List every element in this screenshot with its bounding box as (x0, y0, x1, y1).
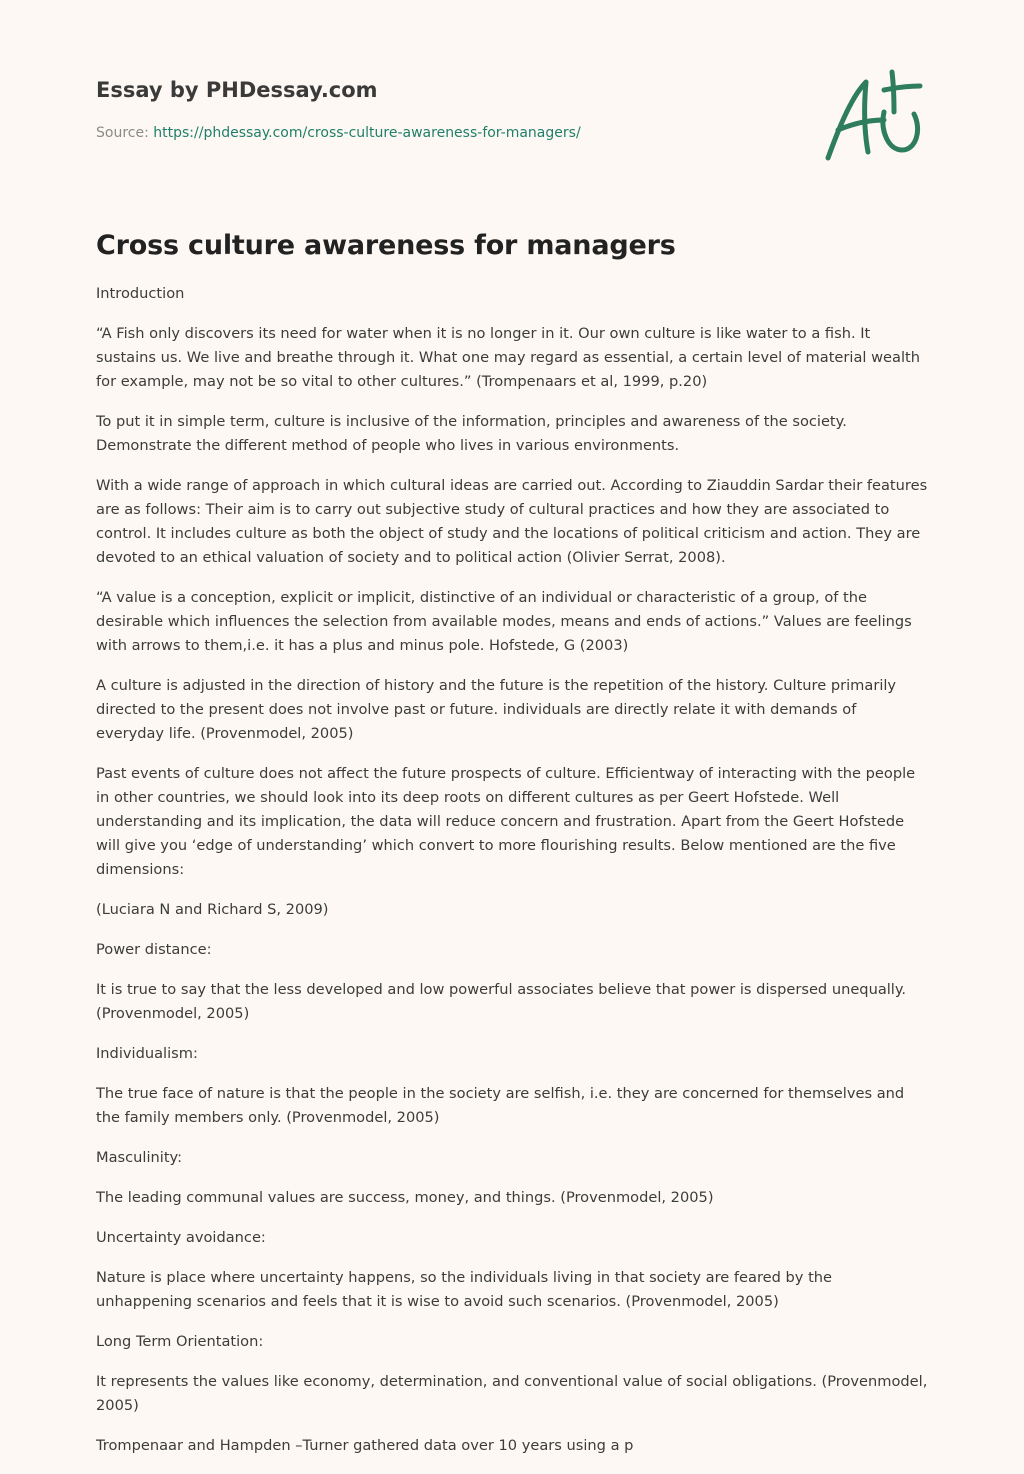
paragraph-quote-trompenaars: “A Fish only discovers its need for water when it is no longer in it. Our own culture is like water to a fish. It sustains us. We live and breathe through it. What one may regard as essential, a certain level of material wealth for example, may not be so vital to other cultures.” (Trompenaars et al, 1999, p.20) (96, 325, 920, 390)
paragraph: A culture is adjusted in the direction of history and the future is the repetition of the history. Culture primarily directed to the present does not involve past or future. individuals are directly relate it with demands of everyday life. (Provenmodel, 2005) (96, 677, 897, 742)
subheading-long-term-orientation: Long Term Orientation: (96, 1333, 264, 1350)
source-line (96, 124, 796, 142)
paragraph-citation: (Luciara N and Richard S, 2009) (96, 901, 329, 918)
site-title: Essay by PHDessay.com (96, 78, 378, 102)
paragraph: The true face of nature is that the people in the society are selfish, i.e. they are concerned for themselves and the family members only. (Provenmodel, 2005) (96, 1085, 905, 1126)
subheading-power-distance: Power distance: (96, 941, 212, 958)
subheading-uncertainty-avoidance: Uncertainty avoidance: (96, 1229, 266, 1246)
paragraph-truncated: Trompenaar and Hampden –Turner gathered data over 10 years using a p (96, 1437, 634, 1454)
page-header (96, 76, 796, 142)
subheading-individualism: Individualism: (96, 1045, 198, 1062)
paragraph: It represents the values like economy, determination, and conventional value of social obligations. (Provenmodel, 2005) (96, 1373, 928, 1414)
paragraph-quote-value: “A value is a conception, explicit or implicit, distinctive of an individual or characteristic of a group, of the desirable which influences the selection from available modes, means and ends of actions.” Values are feelings with arrows to them,i.e. it has a plus and minus pole. Hofstede, G (2003) (96, 589, 912, 654)
paragraph: Past events of culture does not affect the future prospects of culture. Efficientway of interacting with the people in other countries, we should look into its deep roots on different cultures as per Geert Hofstede. Well understanding and its implication, the data will reduce concern and frustration. Apart from the Geert Hofstede will give you ‘edge of understanding’ which convert to more flourishing results. Below mentioned are the five dimensions: (96, 765, 916, 878)
paragraph-introduction: Introduction (96, 285, 185, 302)
source-label: Source: (96, 125, 154, 141)
paragraph: To put it in simple term, culture is inclusive of the information, principles and awareness of the society. Demonstrate the different method of people who lives in various environments. (96, 413, 847, 454)
paragraph: It is true to say that the less developed and low powerful associates believe that power is dispersed unequally. (Provenmodel, 2005) (96, 981, 907, 1022)
subheading-masculinity: Masculinity: (96, 1149, 183, 1166)
source-link[interactable]: https://phdessay.com/cross-culture-awareness-for-managers/ (153, 125, 581, 141)
paragraph: Nature is place where uncertainty happens, so the individuals living in that society are feared by the unhappening scenarios and feels that it is wise to avoid such scenarios. (Provenmodel, 2005) (96, 1269, 833, 1310)
a-plus-logo-icon (822, 68, 926, 164)
essay-content (96, 226, 928, 1474)
paragraph: The leading communal values are success, money, and things. (Provenmodel, 2005) (96, 1189, 714, 1206)
paragraph: With a wide range of approach in which cultural ideas are carried out. According to Ziauddin Sardar their features are as follows: Their aim is to carry out subjective study of cultural practices and how they are associated to control. It includes culture as both the object of study and the locations of political criticism and action. They are devoted to an ethical valuation of society and to political action (Olivier Serrat, 2008). (96, 477, 928, 566)
page-title: Cross culture awareness for managers (96, 230, 676, 261)
